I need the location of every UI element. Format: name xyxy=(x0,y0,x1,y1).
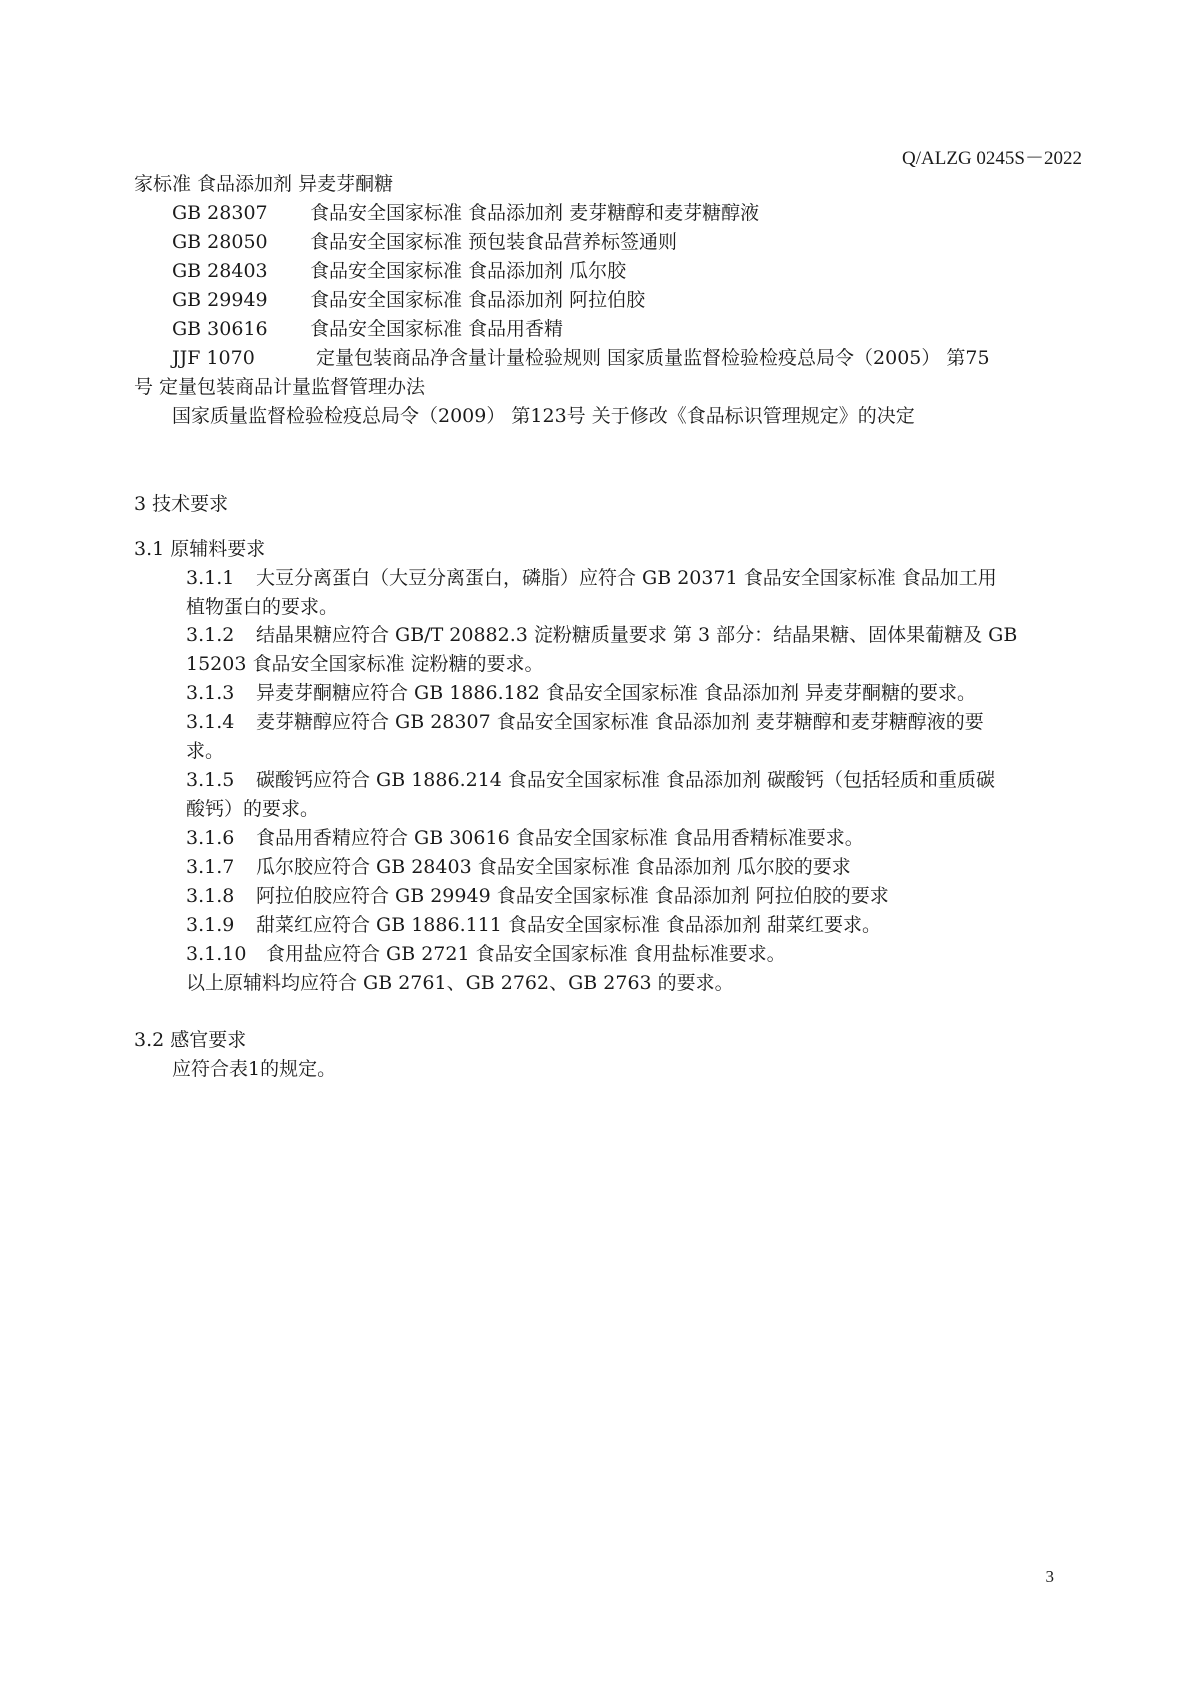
page-number: 3 xyxy=(1045,1567,1054,1586)
clause-number: 3.1.10 xyxy=(186,943,247,965)
clause-number: 3.1.7 xyxy=(186,856,235,878)
clause-text: 结晶果糖应符合 GB/T 20882.3 淀粉糖质量要求 第 3 部分：结晶果糖、固体果葡糖及 GB xyxy=(256,624,1018,646)
clause-number: 3.1.3 xyxy=(186,682,235,704)
ref-jjf-text: 定量包装商品净含量计量检验规则 国家质量监督检验检疫总局令（2005） 第75 xyxy=(316,347,990,369)
ref-jjf-text-cont: 号 定量包装商品计量监督管理办法 xyxy=(134,376,426,398)
standard-code: Q/ALZG 0245S－2022 xyxy=(902,148,1082,169)
ref-code: GB 30616 xyxy=(172,318,268,340)
clause-number: 3.1.8 xyxy=(186,885,235,907)
clause-text: 15203 食品安全国家标准 淀粉糖的要求。 xyxy=(186,653,544,675)
section-3-2-heading: 3.2 感官要求 xyxy=(134,1029,247,1051)
ref-jjf-code: JJF 1070 xyxy=(172,347,255,369)
clause-text: 甜菜红应符合 GB 1886.111 食品安全国家标准 食品添加剂 甜菜红要求。 xyxy=(256,914,881,936)
ref-title: 食品安全国家标准 食品添加剂 阿拉伯胶 xyxy=(310,289,646,311)
ref-code: GB 28050 xyxy=(172,231,268,253)
clause-text: 求。 xyxy=(186,740,225,762)
section-3-heading: 3 技术要求 xyxy=(134,493,229,515)
clause-number: 3.1.2 xyxy=(186,624,235,646)
ref-code: GB 28307 xyxy=(172,202,268,224)
ref-title: 食品安全国家标准 食品添加剂 瓜尔胶 xyxy=(310,260,627,282)
ref-code: GB 28403 xyxy=(172,260,268,282)
clause-text: 食品用香精应符合 GB 30616 食品安全国家标准 食品用香精标准要求。 xyxy=(256,827,864,849)
raw-material-summary: 以上原辅料均应符合 GB 2761、GB 2762、GB 2763 的要求。 xyxy=(186,972,734,994)
ref-code: GB 29949 xyxy=(172,289,268,311)
clause-text: 碳酸钙应符合 GB 1886.214 食品安全国家标准 食品添加剂 碳酸钙（包括轻质和重质碳 xyxy=(256,769,995,791)
clause-text: 食用盐应符合 GB 2721 食品安全国家标准 食用盐标准要求。 xyxy=(266,943,786,965)
ref-continuation: 家标准 食品添加剂 异麦芽酮糖 xyxy=(134,173,394,195)
clause-number: 3.1.1 xyxy=(186,567,235,589)
section-3-2-text: 应符合表1的规定。 xyxy=(172,1058,337,1080)
section-3-1-heading: 3.1 原辅料要求 xyxy=(134,538,266,560)
ref-title: 食品安全国家标准 食品添加剂 麦芽糖醇和麦芽糖醇液 xyxy=(310,202,760,224)
clause-text: 麦芽糖醇应符合 GB 28307 食品安全国家标准 食品添加剂 麦芽糖醇和麦芽糖醇液的要 xyxy=(256,711,984,733)
ref-order-2009: 国家质量监督检验检疫总局令（2009） 第123号 关于修改《食品标识管理规定》的决定 xyxy=(172,405,915,427)
ref-title: 食品安全国家标准 食品用香精 xyxy=(310,318,564,340)
clause-number: 3.1.5 xyxy=(186,769,235,791)
clause-number: 3.1.4 xyxy=(186,711,235,733)
clause-number: 3.1.9 xyxy=(186,914,235,936)
ref-title: 食品安全国家标准 预包装食品营养标签通则 xyxy=(310,231,678,253)
clause-text: 瓜尔胶应符合 GB 28403 食品安全国家标准 食品添加剂 瓜尔胶的要求 xyxy=(256,856,851,878)
clause-text: 阿拉伯胶应符合 GB 29949 食品安全国家标准 食品添加剂 阿拉伯胶的要求 xyxy=(256,885,889,907)
clause-text: 植物蛋白的要求。 xyxy=(186,596,339,618)
clause-text: 大豆分离蛋白（大豆分离蛋白，磷脂）应符合 GB 20371 食品安全国家标准 食品加工用 xyxy=(256,567,997,589)
clause-number: 3.1.6 xyxy=(186,827,235,849)
clause-text: 酸钙）的要求。 xyxy=(186,798,320,820)
clause-text: 异麦芽酮糖应符合 GB 1886.182 食品安全国家标准 食品添加剂 异麦芽酮糖的要求。 xyxy=(256,682,976,704)
